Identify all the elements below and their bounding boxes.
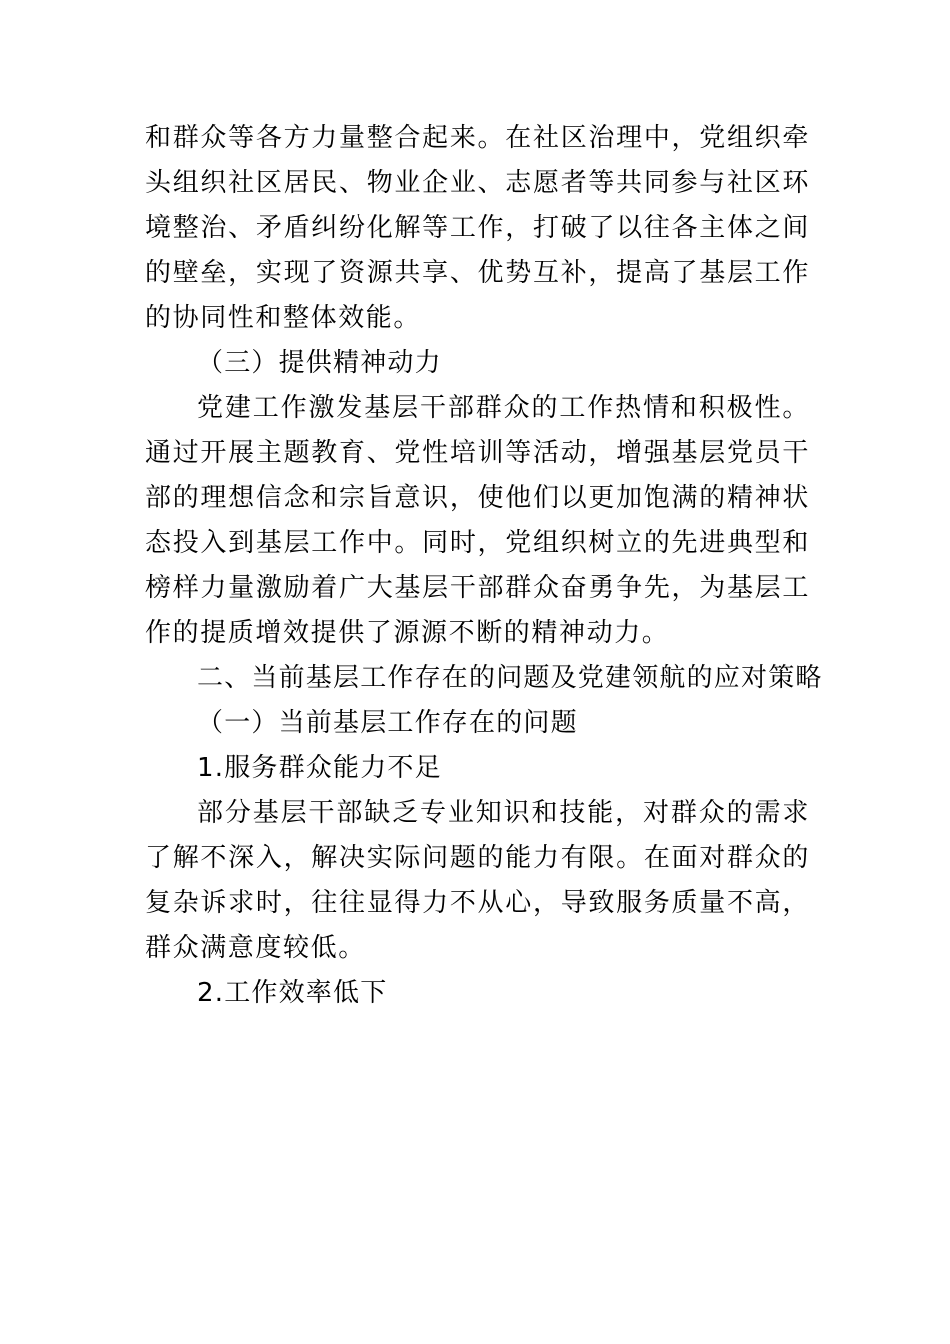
body-paragraph: 和群众等各方力量整合起来。在社区治理中，党组织牵头组织社区居民、物业企业、志愿者等共同参与社区环境整治、矛盾纠纷化解等工作，打破了以往各主体之间的壁垒，实现了资源共享、优势互补，提高了基层工作的协同性和整体效能。 — [145, 123, 810, 333]
body-paragraph: 部分基层干部缺乏专业知识和技能，对群众的需求了解不深入，解决实际问题的能力有限。在面对群众的复杂诉求时，往往显得力不从心，导致服务质量不高，群众满意度较低。 — [145, 798, 810, 963]
document-page — [145, 116, 823, 1016]
subsection-heading: 1.服务群众能力不足 — [197, 753, 442, 783]
subsection-heading: 2.工作效率低下 — [197, 978, 388, 1008]
section-heading: （一）当前基层工作存在的问题 — [197, 708, 578, 738]
section-heading: （三）提供精神动力 — [197, 348, 442, 378]
body-paragraph: 党建工作激发基层干部群众的工作热情和积极性。通过开展主题教育、党性培训等活动，增强基层党员干部的理想信念和宗旨意识，使他们以更加饱满的精神状态投入到基层工作中。同时，党组织树立的先进典型和榜样力量激励着广大基层干部群众奋勇争先，为基层工作的提质增效提供了源源不断的精神动力。 — [145, 393, 810, 648]
chapter-heading: 二、当前基层工作存在的问题及党建领航的应对策略 — [197, 663, 823, 693]
